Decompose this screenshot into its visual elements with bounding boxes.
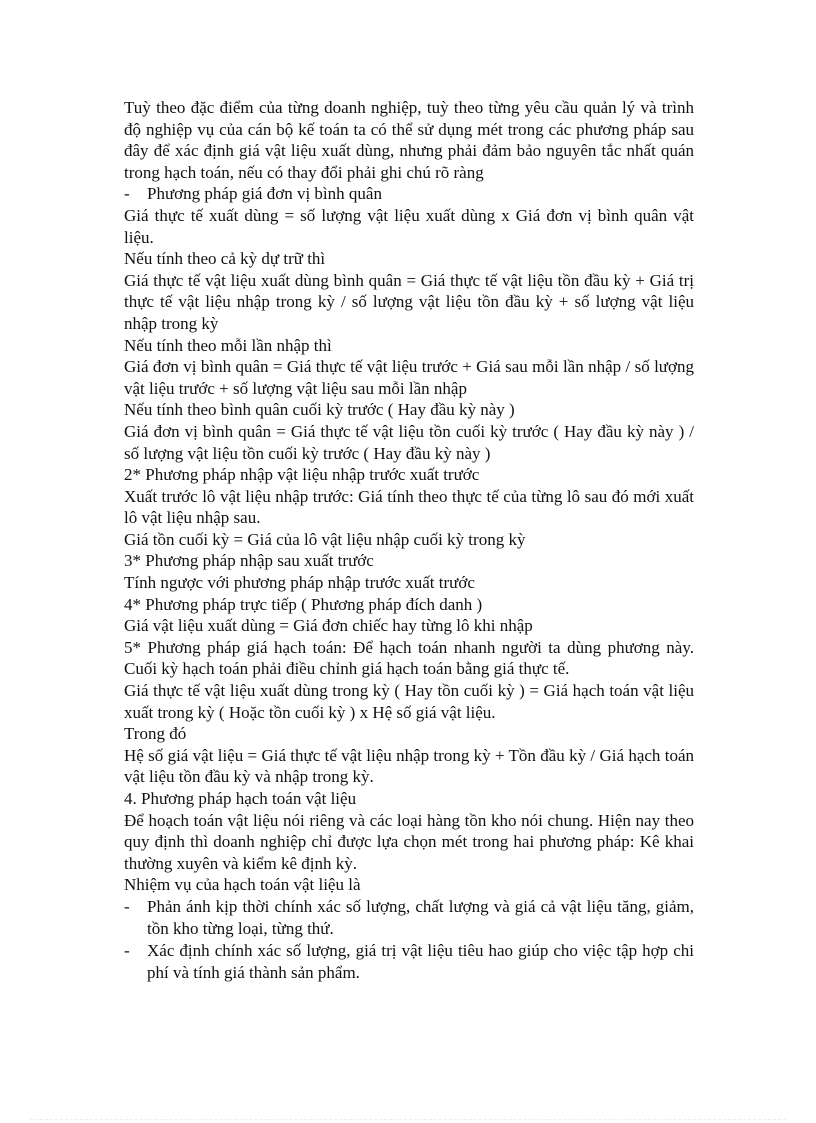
- condition-line: Nếu tính theo bình quân cuối kỳ trước ( Hay đầu kỳ này ): [124, 400, 515, 420]
- condition-line: Nếu tính theo mỗi lần nhập thì: [124, 335, 332, 355]
- bullet-text: Phương pháp giá đơn vị bình quân: [147, 184, 382, 204]
- body-line: Xuất trước lô vật liệu nhập trước: Giá tính theo thực tế của từng lô sau đó mới xuất lô vật liệu nhập sau.: [124, 486, 694, 528]
- method-bullet: [124, 183, 694, 205]
- page-bottom-rule: [30, 1119, 786, 1120]
- formula-line: Giá vật liệu xuất dùng = Giá đơn chiếc hay từng lô khi nhập: [124, 616, 533, 636]
- condition-line: Nếu tính theo cả kỳ dự trữ thì: [124, 249, 326, 269]
- intro-paragraph: Tuỳ theo đặc điểm của từng doanh nghiệp, tuỳ theo từng yêu cầu quản lý và trình độ nghiệp vụ của cán bộ kế toán ta có thể sử dụng mét trong các phương pháp sau đây để xác định giá vật liệu xuất dùng, nhưng phải đảm bảo nguyên tắc nhất quán trong hạch toán, nếu có thay đổi phải ghi chú rõ ràng: [124, 98, 694, 182]
- method-heading: 2* Phương pháp nhập vật liệu nhập trước xuất trước: [124, 465, 480, 485]
- document-page: [124, 97, 694, 983]
- method-heading: 5* Phương pháp giá hạch toán: Để hạch toán nhanh người ta dùng phương này. Cuối kỳ hạch toán phải điều chỉnh giá hạch toán bằng giá thực tế.: [124, 637, 694, 679]
- body-line: Tính ngược với phương pháp nhập trước xuất trước: [124, 573, 475, 593]
- bullet-text: Phản ánh kịp thời chính xác số lượng, chất lượng và giá cả vật liệu tăng, giảm, tồn kho từng loại, từng thứ.: [147, 896, 694, 938]
- formula-line: Giá thực tế vật liệu xuất dùng trong kỳ ( Hay tồn cuối kỳ ) = Giá hạch toán vật liệu xuất trong kỳ ( Hoặc tồn cuối kỳ ) x Hệ số giá vật liệu.: [124, 681, 694, 722]
- bullet-mark: -: [124, 184, 130, 204]
- bullet-mark: -: [124, 941, 130, 961]
- bullet-mark: -: [124, 896, 130, 916]
- method-heading: 3* Phương pháp nhập sau xuất trước: [124, 551, 374, 571]
- formula-line: Giá thực tế vật liệu xuất dùng bình quân = Giá thực tế vật liệu tồn đầu kỳ + Giá trị thực tế vật liệu nhập trong kỳ / số lượng vật liệu tồn đầu kỳ + số lượng vật liệu nhập trong kỳ: [124, 270, 694, 333]
- formula-line: Giá thực tế xuất dùng = số lượng vật liệu xuất dùng x Giá đơn vị bình quân vật liệu.: [124, 205, 694, 247]
- section-heading: 4. Phương pháp hạch toán vật liệu: [124, 789, 357, 808]
- formula-line: Giá đơn vị bình quân = Giá thực tế vật liệu tồn cuối kỳ trước ( Hay đầu kỳ này ) / số lượng vật liệu tồn cuối kỳ trước ( Hay đầu kỳ này ): [124, 421, 694, 463]
- body-line: Trong đó: [124, 724, 187, 744]
- body-line: Để hoạch toán vật liệu nói riêng và các loại hàng tồn kho nói chung. Hiện nay theo quy định thì doanh nghiệp chỉ được lựa chọn mét trong hai phương pháp: Kê khai thường xuyên và kiểm kê định kỳ.: [124, 810, 694, 873]
- method-heading: 4* Phương pháp trực tiếp ( Phương pháp đích danh ): [124, 594, 483, 614]
- task-bullet: [124, 896, 694, 939]
- formula-line: Hệ số giá vật liệu = Giá thực tế vật liệu nhập trong kỳ + Tồn đầu kỳ / Giá hạch toán vật liệu tồn đầu kỳ và nhập trong kỳ.: [124, 745, 694, 787]
- bullet-text: Xác định chính xác số lượng, giá trị vật liệu tiêu hao giúp cho việc tập hợp chi phí và tính giá thành sản phẩm.: [147, 941, 694, 982]
- formula-line: Giá tồn cuối kỳ = Giá của lô vật liệu nhập cuối kỳ trong kỳ: [124, 529, 526, 549]
- formula-line: Giá đơn vị bình quân = Giá thực tế vật liệu trước + Giá sau mỗi lần nhập / số lượng vật liệu trước + số lượng vật liệu sau mỗi lần nhập: [124, 357, 694, 398]
- task-bullet: [124, 940, 694, 983]
- body-line: Nhiệm vụ của hạch toán vật liệu là: [124, 875, 361, 895]
